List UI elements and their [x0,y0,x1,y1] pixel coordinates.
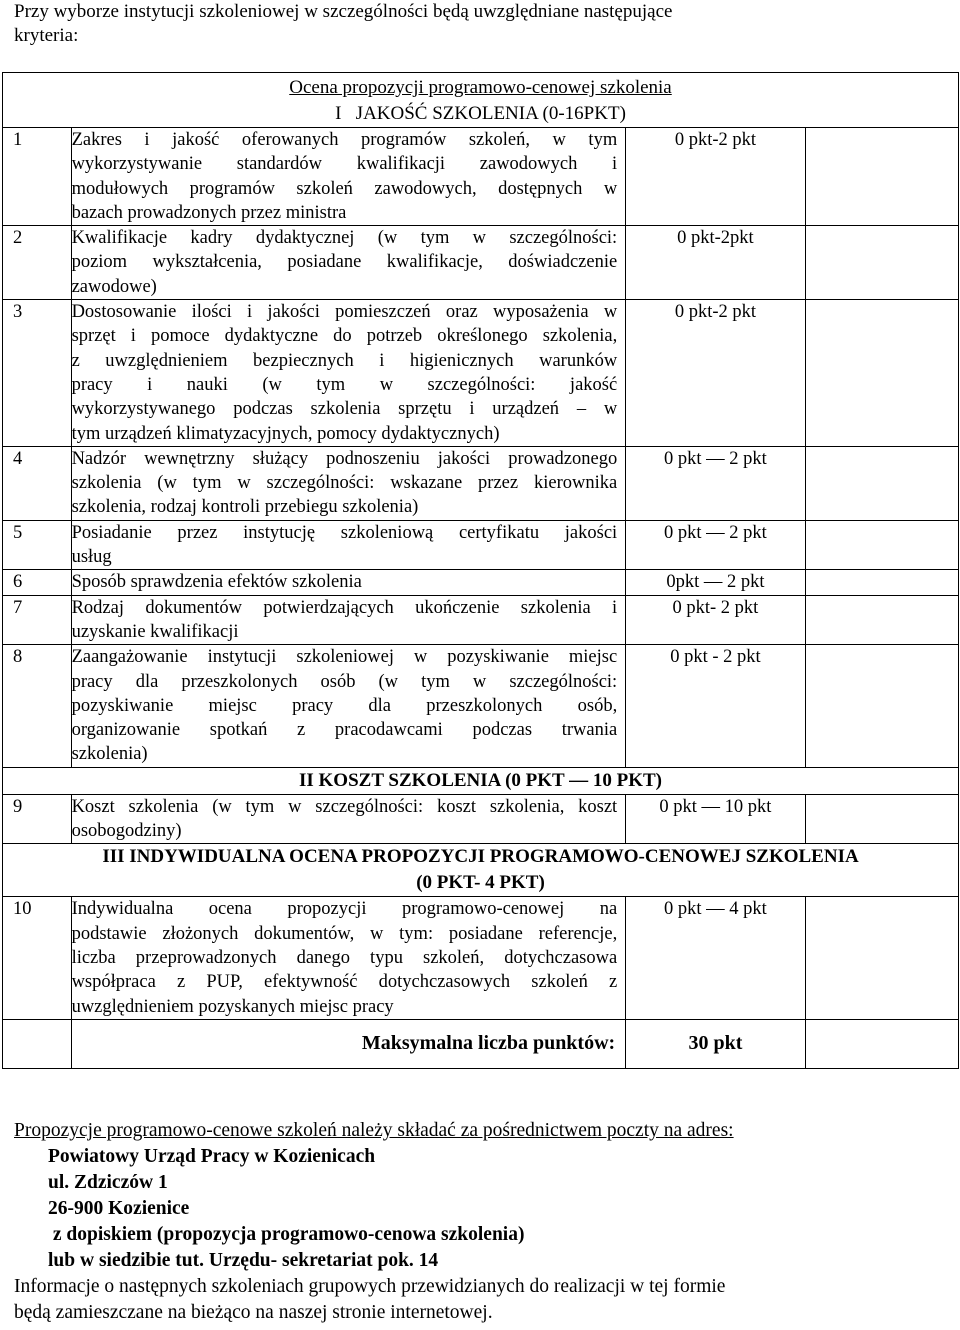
criterion-number: 4 [3,446,72,520]
footer [14,1118,944,1326]
intro-line-2: kryteria: [14,25,79,46]
criterion-number: 1 [3,128,72,226]
criterion-line: sprzęt i pomoce dydaktyczne do potrzeb określonego szkolenia, [71,326,618,347]
criterion-line: Dostosowanie ilości i jakości pomieszczeń oraz wyposażenia w [71,302,618,323]
criterion-description [71,645,626,767]
criterion-description [71,570,626,595]
criterion-points: 0pkt — 2 pkt [626,570,805,595]
score-cell [805,520,958,570]
section-2-rows [3,794,959,844]
criterion-line: szkolenia (w tym w szczególności: wskazane przez kierownika [71,473,618,494]
score-cell [805,446,958,520]
section-2-row [3,767,959,794]
address-office-room: lub w siedzibie tut. Urzędu- sekretariat pok. 14 [48,1250,439,1271]
criterion-line: wykorzystywanie standardów kwalifikacji zawodowych i [71,154,618,175]
criterion-row [3,570,959,595]
criterion-number: 2 [3,226,72,300]
criterion-line: Rodzaj dokumentów potwierdzających ukończenie szkolenia i [71,597,618,618]
criterion-line: Kwalifikacje kadry dydaktycznej (w tym w szczególności: [71,228,618,249]
criterion-description [71,226,626,300]
max-points-row [3,1019,959,1068]
criterion-line: bazach prowadzonych przez ministra [71,202,347,223]
criterion-line: szkolenia, rodzaj kontroli przebiegu szkolenia) [71,497,419,518]
section-3-heading: III INDYWIDUALNA OCENA PROPOZYCJI PROGRAMOWO-CENOWEJ SZKOLENIA [102,846,859,868]
criterion-number: 3 [3,300,72,447]
criterion-line: z uwzględnieniem bezpiecznych i higienicznych warunków [71,350,618,371]
criterion-line: współpraca z PUP, efektywność dotychczasowych szkoleń z [71,972,618,993]
criterion-line: organizowanie spotkań z pracodawcami podczas trwania [71,720,618,741]
criterion-row [3,300,959,447]
criterion-line: tym urządzeń klimatyzacyjnych, pomocy dydaktycznych) [71,423,500,444]
criterion-number: 5 [3,520,72,570]
criterion-number: 7 [3,595,72,645]
criterion-points: 0 pkt — 4 pkt [626,897,805,1019]
intro-line-1: Przy wyborze instytucji szkoleniowej w szczególności będą uwzględniane następujące [14,1,673,22]
criterion-line: Sposób sprawdzenia efektów szkolenia [71,572,362,593]
score-cell [805,570,958,595]
criterion-points: 0 pkt — 2 pkt [626,446,805,520]
criterion-line: zawodowe) [71,276,157,297]
criterion-row [3,446,959,520]
criterion-line: modułowych programów szkoleń zawodowych, dostępnych w [71,178,618,199]
section-2-heading: II KOSZT SZKOLENIA (0 PKT — 10 PKT) [3,767,959,794]
criterion-number: 8 [3,645,72,767]
criterion-points: 0 pkt — 10 pkt [626,794,805,844]
criterion-line: Indywidualna ocena propozycji programowo-cenowej na [71,899,618,920]
max-points-value: 30 pkt [626,1019,805,1068]
criterion-line: usług [71,547,112,568]
section-3-rows [3,897,959,1019]
criterion-number: 6 [3,570,72,595]
criterion-row [3,645,959,767]
score-cell [805,595,958,645]
criterion-points: 0 pkt-2pkt [626,226,805,300]
score-cell [805,226,958,300]
criterion-points: 0 pkt - 2 pkt [626,645,805,767]
criterion-description [71,897,626,1019]
section-3-subheading: (0 PKT- 4 PKT) [416,872,545,894]
criterion-row [3,794,959,844]
criterion-line: Posiadanie przez instytucję szkoleniową certyfikatu jakości [71,522,618,543]
criterion-number: 9 [3,794,72,844]
criterion-line: uzyskanie kwalifikacji [71,621,239,642]
max-points-label: Maksymalna liczba punktów: [71,1019,626,1068]
criterion-description [71,446,626,520]
criterion-line: szkolenia) [71,744,148,765]
table-title: Ocena propozycji programowo-cenowej szkolenia [289,77,672,98]
criterion-line: wykorzystywanego podczas szkolenia sprzętu i urządzeń – w [71,399,618,420]
criterion-description [71,595,626,645]
criterion-description [71,300,626,447]
criterion-description [71,128,626,226]
score-cell [805,300,958,447]
address-office: Powiatowy Urząd Pracy w Kozienicach [48,1146,376,1167]
criterion-line: uwzględnieniem pozyskanych miejsc pracy [71,996,394,1017]
criterion-row [3,128,959,226]
section-3-row [3,844,959,897]
score-cell [805,897,958,1019]
criterion-points: 0 pkt-2 pkt [626,128,805,226]
score-cell [805,794,958,844]
score-cell [805,128,958,226]
criterion-line: liczba przeprowadzonych danego typu szkoleń, dotychczasowa [71,947,618,968]
criterion-line: poziom wykształcenia, posiadane kwalifikacje, doświadczenie [71,252,618,273]
section-1-rows [3,128,959,768]
criterion-line: Zakres i jakość oferowanych programów szkoleń, w tym [71,130,618,150]
criterion-line: pracy i nauki (w tym w szczególności: jakość [71,374,618,395]
address-street: ul. Zdziczów 1 [48,1172,168,1193]
address-postal: 26-900 Kozienice [48,1198,190,1219]
criterion-description [71,794,626,844]
criterion-line: Nadzór wewnętrzny służący podnoszeniu jakości prowadzonego [71,448,618,469]
info-line-1: Informacje o następnych szkoleniach grupowych przewidzianych do realizacji w tej formie [14,1276,726,1297]
criterion-row [3,226,959,300]
score-cell [805,645,958,767]
criterion-line: pracy dla przeszkolonych osób (w tym w szczególności: [71,671,618,692]
criterion-line: osobogodziny) [71,821,182,842]
criterion-line: Zaangażowanie instytucji szkoleniowej w pozyskiwanie miejsc [71,647,618,668]
criteria-table [2,72,959,1069]
footer-intro: Propozycje programowo-cenowe szkoleń należy składać za pośrednictwem poczty na adres: [14,1120,734,1141]
criterion-line: pozyskiwanie miejsc pracy dla przeszkolonych osób, [71,695,618,716]
intro-text [14,0,914,48]
criterion-line: Koszt szkolenia (w tym w szczególności: koszt szkolenia, koszt [71,796,618,817]
criterion-points: 0 pkt — 2 pkt [626,520,805,570]
criterion-points: 0 pkt- 2 pkt [626,595,805,645]
table-title-row [3,73,959,128]
address-note: z dopiskiem (propozycja programowo-cenowa szkolenia) [48,1224,525,1245]
criterion-row [3,595,959,645]
criterion-number: 10 [3,897,72,1019]
criterion-points: 0 pkt-2 pkt [626,300,805,447]
info-line-2: będą zamieszczane na bieżąco na naszej stronie internetowej. [14,1302,493,1323]
criterion-description [71,520,626,570]
criterion-row [3,520,959,570]
criterion-row [3,897,959,1019]
section-1-heading: I JAKOŚĆ SZKOLENIA (0-16PKT) [335,103,626,124]
criterion-line: podstawie złożonych dokumentów, w tym: posiadane referencje, [71,923,618,944]
